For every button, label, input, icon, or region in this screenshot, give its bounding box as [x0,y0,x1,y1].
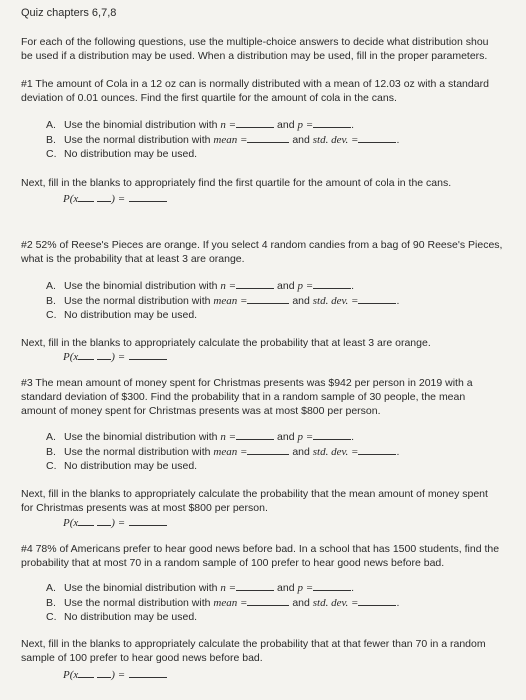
question-3-option-c[interactable]: C. No distribution may be used. [46,460,198,472]
q2-value-blank[interactable] [97,350,111,360]
q3-n-blank[interactable] [236,430,274,440]
intro-line-1: For each of the following questions, use the multiple-choice answers to decide what distribution shou [21,36,489,48]
intro-line-2: be used if a distribution may be used. When a distribution may be used, fill in the proper parameters. [21,50,488,62]
question-4-option-c[interactable]: C. No distribution may be used. [46,611,198,623]
question-3-line-3: amount of money spent for Christmas presents was at most $800 per person. [21,405,381,417]
question-4-prob-expression: P(x ) = [63,668,167,682]
question-2-option-a[interactable]: A. Use the binomial distribution with n = and p = . [46,280,355,292]
q4-sd-blank[interactable] [358,596,396,606]
question-4-line-1: #4 78% of Americans prefer to hear good news before bad. In a school that has 1500 students, find the [21,543,500,555]
q3-mean-blank[interactable] [247,445,289,455]
question-2-prob-expression: P(x ) = [63,350,167,364]
q4-mean-blank[interactable] [247,596,289,606]
question-1-prob-expression: P(x ) = [63,192,167,206]
q2-mean-blank[interactable] [247,294,289,304]
q1-mean-blank[interactable] [247,133,289,143]
page-title: Quiz chapters 6,7,8 [21,7,117,19]
question-2-option-c[interactable]: C. No distribution may be used. [46,309,198,321]
q2-sd-blank[interactable] [358,294,396,304]
q2-p-blank[interactable] [313,279,351,289]
question-3-next-line-1: Next, fill in the blanks to appropriately calculate the probability that the mean amount of money spent [21,488,488,500]
q4-n-blank[interactable] [236,581,274,591]
q2-relation-blank[interactable] [78,350,94,360]
question-1-line-2: deviation of 0.01 ounces. Find the first quartile for the amount of cola in the cans. [21,92,397,104]
q3-value-blank[interactable] [97,516,111,526]
question-3-option-b[interactable]: B. Use the normal distribution with mean = and std. dev. = . [46,446,400,458]
q1-relation-blank[interactable] [78,192,94,202]
q1-value-blank[interactable] [97,192,111,202]
question-1-option-b[interactable]: B. Use the normal distribution with mean = and std. dev. = . [46,134,400,146]
question-3-line-1: #3 The mean amount of money spent for Christmas presents was $942 per person in 2019 with a [21,377,473,389]
q4-value-blank[interactable] [97,668,111,678]
q3-p-blank[interactable] [313,430,351,440]
question-4-line-2: probability that at most 70 in a random sample of 100 prefer to hear good news before bad. [21,557,445,569]
question-4-next-line-1: Next, fill in the blanks to appropriately calculate the probability that at that fewer than 70 in a random [21,638,486,650]
question-4-next-line-2: sample of 100 prefer to hear good news before bad. [21,652,263,664]
question-2-line-2: what is the probability that at least 3 are orange. [21,253,245,265]
q3-answer-blank[interactable] [129,516,167,526]
question-4-option-b[interactable]: B. Use the normal distribution with mean = and std. dev. = . [46,597,400,609]
question-1-next: Next, fill in the blanks to appropriately find the first quartile for the amount of cola in the cans. [21,177,452,189]
q3-sd-blank[interactable] [358,445,396,455]
q1-p-blank[interactable] [313,118,351,128]
q3-relation-blank[interactable] [78,516,94,526]
question-2-line-1: #2 52% of Reese's Pieces are orange. If you select 4 random candies from a bag of 90 Reese's Pieces, [21,239,503,251]
question-2-option-b[interactable]: B. Use the normal distribution with mean = and std. dev. = . [46,295,400,307]
q4-p-blank[interactable] [313,581,351,591]
q2-n-blank[interactable] [236,279,274,289]
question-1-line-1: #1 The amount of Cola in a 12 oz can is normally distributed with a mean of 12.03 oz with a standard [21,78,489,90]
q4-answer-blank[interactable] [129,668,167,678]
q1-sd-blank[interactable] [358,133,396,143]
question-1-option-a[interactable]: A. Use the binomial distribution with n = and p = . [46,119,355,131]
question-3-option-a[interactable]: A. Use the binomial distribution with n = and p = . [46,431,355,443]
question-1-option-c[interactable]: C. No distribution may be used. [46,148,198,160]
q2-answer-blank[interactable] [129,350,167,360]
q1-answer-blank[interactable] [129,192,167,202]
question-3-next-line-2: for Christmas presents was at most $800 per person. [21,502,268,514]
question-4-option-a[interactable]: A. Use the binomial distribution with n = and p = . [46,582,355,594]
question-3-line-2: standard deviation of $300. Find the probability that in a random sample of 30 people, the mean [21,391,466,403]
question-2-next: Next, fill in the blanks to appropriately calculate the probability that at least 3 are orange. [21,337,431,349]
q4-relation-blank[interactable] [78,668,94,678]
question-3-prob-expression: P(x ) = [63,516,167,530]
q1-n-blank[interactable] [236,118,274,128]
